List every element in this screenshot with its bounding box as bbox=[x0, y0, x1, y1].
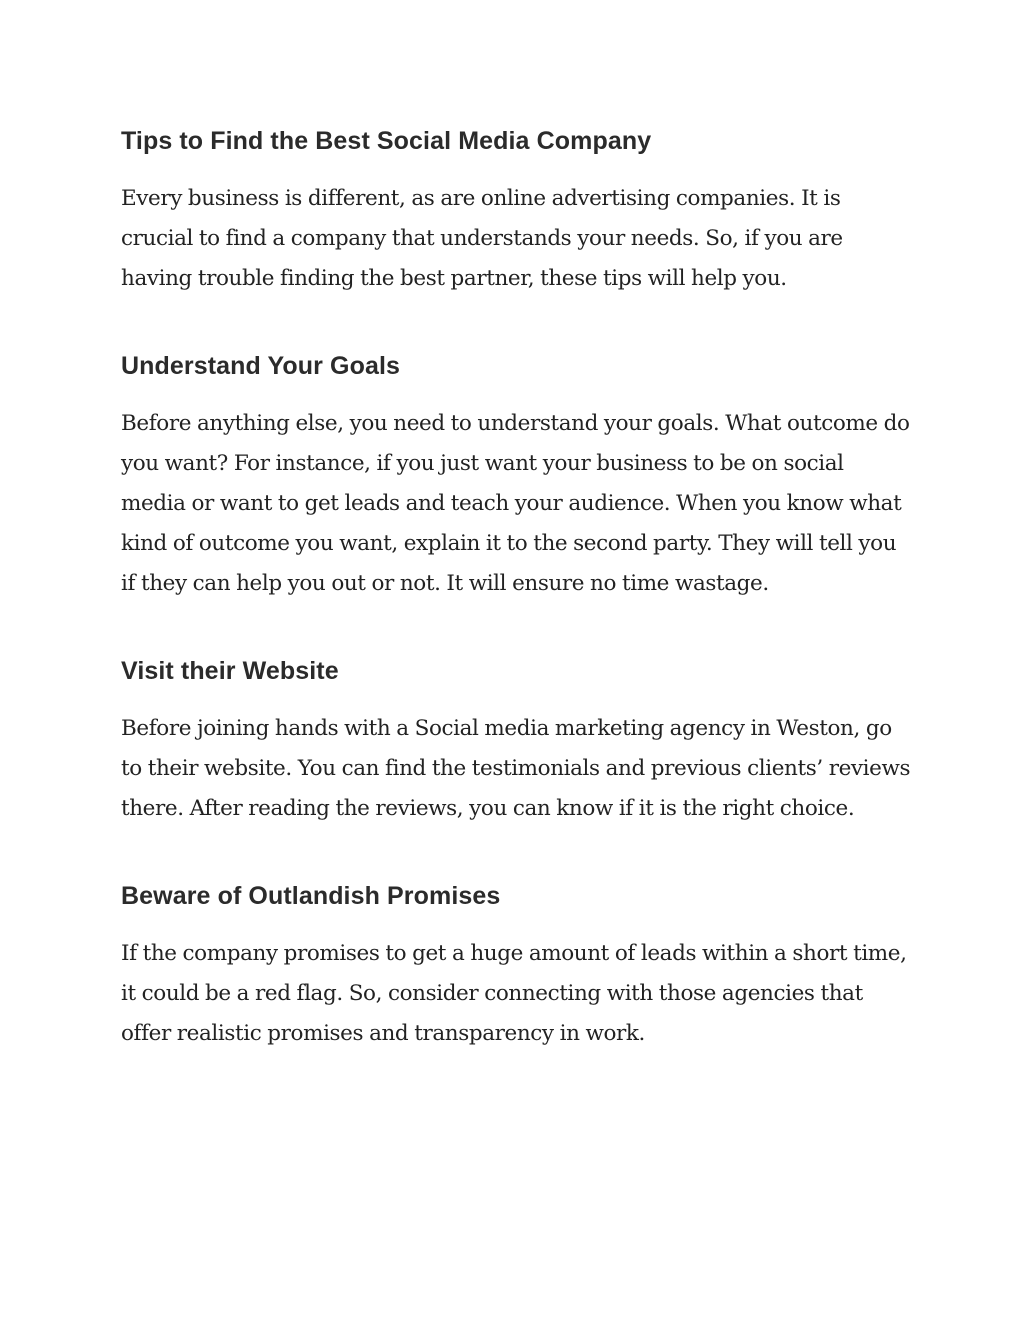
section-heading: Visit their Website bbox=[121, 657, 339, 685]
section-paragraph: Before anything else, you need to understand your goals. What outcome do you want? For instance, if you just want your business to be on social media or want to get leads and teach your audience. When you know what kind of outcome you want, explain it to the second party. They will tell you if they can help you out or not. It will ensure no time wastage. bbox=[121, 411, 910, 596]
section-heading: Understand Your Goals bbox=[121, 352, 401, 380]
section-visit-website bbox=[121, 651, 911, 829]
section-tips-intro bbox=[121, 121, 911, 299]
document-page bbox=[121, 121, 911, 1054]
section-paragraph: If the company promises to get a huge amount of leads within a short time, it could be a red flag. So, consider connecting with those agencies that offer realistic promises and transparency in work. bbox=[121, 941, 907, 1046]
section-outlandish-promises bbox=[121, 876, 911, 1054]
section-paragraph: Every business is different, as are online advertising companies. It is crucial to find a company that understands your needs. So, if you are having trouble finding the best partner, these tips will help you. bbox=[121, 186, 843, 291]
section-heading: Tips to Find the Best Social Media Company bbox=[121, 127, 652, 155]
section-heading: Beware of Outlandish Promises bbox=[121, 882, 501, 910]
section-paragraph: Before joining hands with a Social media marketing agency in Weston, go to their website. You can find the testimonials and previous clients’ reviews there. After reading the reviews, you can know if it is the right choice. bbox=[121, 716, 911, 821]
section-understand-goals bbox=[121, 346, 911, 604]
